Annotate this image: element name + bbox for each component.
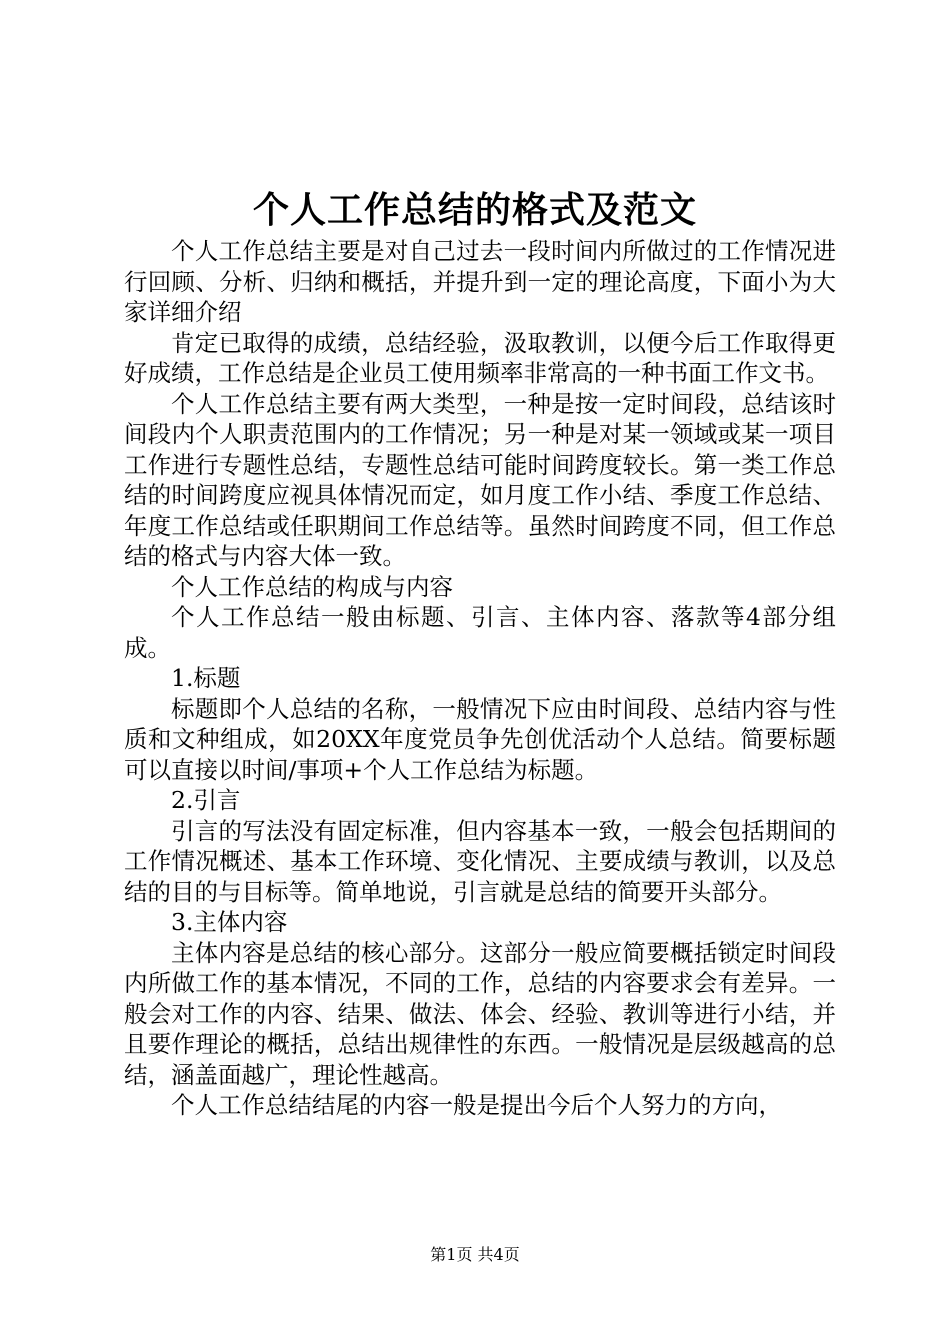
paragraph-types: 个人工作总结主要有两大类型，一种是按一定时间段，总结该时间段内个人职责范围内的工作情况；另一种是对某一领域或某一项目工作进行专题性总结，专题性总结可能时间跨度较长。第一类工作总结的时间跨度应视具体情况而定，如月度工作小结、季度工作总结、年度工作总结或任职期间工作总结等。虽然时间跨度不同，但工作总结的格式与内容大体一致。 (124, 389, 836, 570)
subheading-main-content: 3.主体内容 (171, 908, 288, 936)
paragraph-intro: 个人工作总结主要是对自己过去一段时间内所做过的工作情况进行回顾、分析、归纳和概括，并提升到一定的理论高度，下面小为大家详细介绍 (124, 237, 836, 326)
subheading-title: 1.标题 (171, 664, 241, 692)
document-title: 个人工作总结的格式及范文 (252, 189, 697, 231)
section-heading-structure: 个人工作总结的构成与内容 (171, 572, 453, 601)
page-number-footer: 第1页 共4页 (430, 1245, 520, 1264)
paragraph-main-content: 主体内容是总结的核心部分。这部分一般应简要概括锁定时间段内所做工作的基本情况，不同的工作，总结的内容要求会有差异。一般会对工作的内容、结果、做法、体会、经验、教训等进行小结，并且要作理论的概括，总结出规律性的东西。一般情况是层级越高的总结，涵盖面越广，理论性越高。 (124, 938, 836, 1089)
paragraph-ending: 个人工作总结结尾的内容一般是提出今后个人努力的方向， (171, 1091, 782, 1119)
subheading-introduction: 2.引言 (171, 786, 241, 814)
paragraph-achievements: 肯定已取得的成绩，总结经验，汲取教训，以便今后工作取得更好成绩，工作总结是企业员工使用频率非常高的一种书面工作文书。 (124, 328, 836, 387)
paragraph-structure: 个人工作总结一般由标题、引言、主体内容、落款等4部分组成。 (124, 603, 836, 662)
paragraph-title: 标题即个人总结的名称，一般情况下应由时间段、总结内容与性质和文种组成，如20XX年度党员争先创优活动个人总结。简要标题可以直接以时间/事项+个人工作总结为标题。 (124, 694, 836, 784)
document-body (124, 236, 836, 1121)
paragraph-introduction: 引言的写法没有固定标准，但内容基本一致，一般会包括期间的工作情况概述、基本工作环境、变化情况、主要成绩与教训，以及总结的目的与目标等。简单地说，引言就是总结的简要开头部分。 (124, 816, 836, 906)
